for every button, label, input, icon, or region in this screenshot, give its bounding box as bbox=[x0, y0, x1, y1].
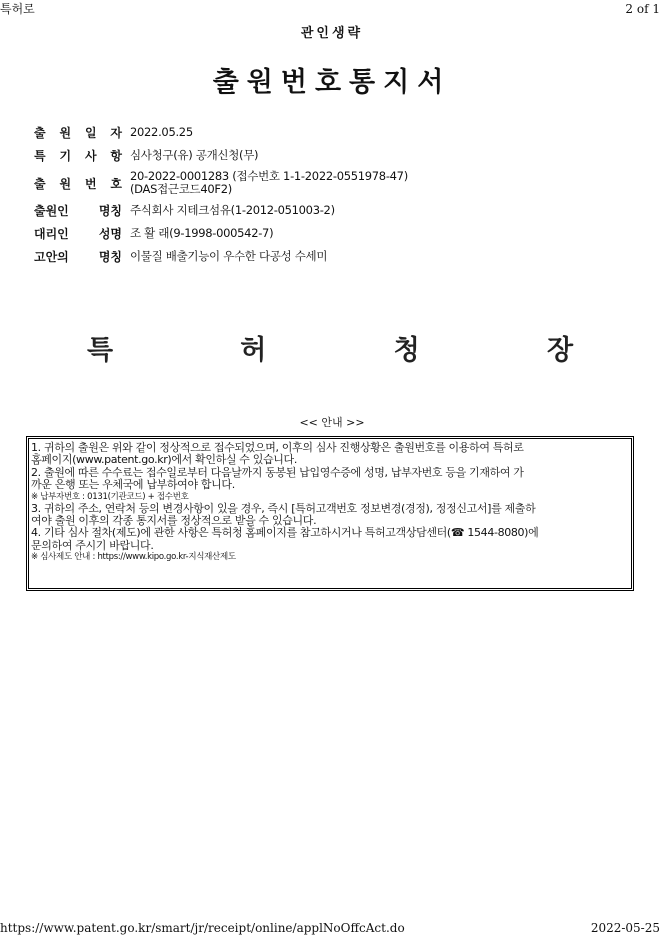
label-char: 원 bbox=[59, 176, 72, 191]
label-char: 출 bbox=[34, 176, 46, 191]
header-site-name: 특허로 bbox=[0, 2, 35, 16]
label-char: 출 bbox=[34, 126, 46, 140]
page-count: 2 of 1 bbox=[625, 2, 660, 16]
label-char: 출원인 bbox=[34, 204, 69, 218]
field-value: 조 활 래(9-1998-000542-7) bbox=[130, 226, 274, 240]
label-char: 번 bbox=[84, 176, 97, 191]
label-char: 항 bbox=[110, 149, 122, 163]
label-char: 자 bbox=[110, 126, 122, 140]
label-char: 기 bbox=[59, 149, 72, 163]
field-label bbox=[34, 147, 122, 164]
field-label bbox=[34, 124, 122, 141]
label-char: 일 bbox=[84, 126, 97, 140]
field-application-number bbox=[34, 170, 634, 196]
label-char: 원 bbox=[59, 126, 72, 140]
notice-item-1-line-2: 홈페이지(www.patent.go.kr)에서 확인하실 수 있습니다. bbox=[31, 453, 297, 467]
field-value bbox=[130, 170, 408, 196]
label-char: 사 bbox=[84, 149, 97, 163]
field-label bbox=[34, 202, 122, 219]
payer-number-note: ※ 납부자번호 : 0131(기관코드) + 접수번호 bbox=[31, 491, 189, 502]
issuer-char: 허 bbox=[240, 335, 267, 366]
field-label bbox=[34, 248, 122, 265]
application-number: 20-2022-0001283 (접수번호 1-1-2022-0551978-47) bbox=[130, 169, 408, 183]
das-access-code: (DAS접근코드40F2) bbox=[130, 182, 232, 196]
field-utility-model-title bbox=[34, 248, 634, 265]
notice-item-2-line-1: 2. 출원에 따른 수수료는 접수일로부터 다음날까지 동봉된 납입영수증에 성명, 납부자번호 등을 기재하여 가 bbox=[31, 465, 524, 479]
issuer-char: 특 bbox=[86, 335, 114, 366]
field-value: 2022.05.25 bbox=[130, 125, 193, 139]
notice-item-2-line-2: 까운 은행 또는 우체국에 납부하여야 합니다. bbox=[31, 478, 235, 492]
field-applicant-name bbox=[34, 202, 634, 219]
label-char: 성명 bbox=[98, 227, 122, 241]
notice-item-3-line-1: 3. 귀하의 주소, 연락처 등의 변경사항이 있을 경우, 즉시 [특허고객번호 정보변경(경정), 정정신고서]를 제출하 bbox=[31, 501, 536, 515]
field-value: 주식회사 지테크섬유(1-2012-051003-2) bbox=[130, 203, 335, 217]
field-value: 심사청구(유) 공개신청(무) bbox=[130, 148, 259, 162]
field-special-notes bbox=[34, 147, 634, 164]
label-char: 명칭 bbox=[98, 250, 122, 264]
notice-box bbox=[28, 438, 632, 589]
label-char: 호 bbox=[110, 176, 122, 191]
field-agent-name bbox=[34, 225, 634, 242]
label-char: 명칭 bbox=[98, 204, 122, 218]
label-char: 특 bbox=[34, 149, 46, 163]
footer-date: 2022-05-25 bbox=[590, 921, 660, 935]
field-application-date bbox=[34, 124, 634, 141]
footer-url: https://www.patent.go.kr/smart/jr/receipt/online/applNoOffcAct.do bbox=[0, 921, 405, 935]
seal-omitted-note: 관인생략 bbox=[300, 26, 364, 41]
application-fields bbox=[34, 124, 634, 271]
label-char: 고안의 bbox=[34, 250, 69, 264]
notice-item-3-line-2: 여야 출원 이후의 각종 통지서를 정상적으로 받을 수 있습니다. bbox=[31, 514, 317, 528]
issuer-char: 장 bbox=[546, 335, 574, 366]
label-char: 대리인 bbox=[34, 227, 69, 241]
field-label bbox=[34, 225, 122, 242]
exam-system-note: ※ 심사제도 안내 : https://www.kipo.go.kr-지식재산제도 bbox=[31, 552, 236, 563]
notice-item-4-line-2: 문의하여 주시기 바랍니다. bbox=[31, 538, 154, 552]
field-value: 이물질 배출기능이 우수한 다공성 수세미 bbox=[130, 249, 328, 263]
notice-item-1-line-1: 1. 귀하의 출원은 위와 같이 정상적으로 접수되었으며, 이후의 심사 진행상황은 출원번호를 이용하여 특허로 bbox=[31, 441, 524, 454]
field-label bbox=[34, 175, 122, 192]
issuer-commissioner bbox=[70, 328, 590, 367]
notice-heading: << 안내 >> bbox=[299, 416, 365, 429]
page-title: 출원번호통지서 bbox=[212, 67, 452, 98]
notice-item-4-line-1: 4. 기타 심사 절차(제도)에 관한 사항은 특허청 홈페이지를 참고하시거나 특허고객상담센터(☎ 1544-8080)에 bbox=[31, 526, 539, 540]
issuer-char: 청 bbox=[393, 335, 420, 366]
